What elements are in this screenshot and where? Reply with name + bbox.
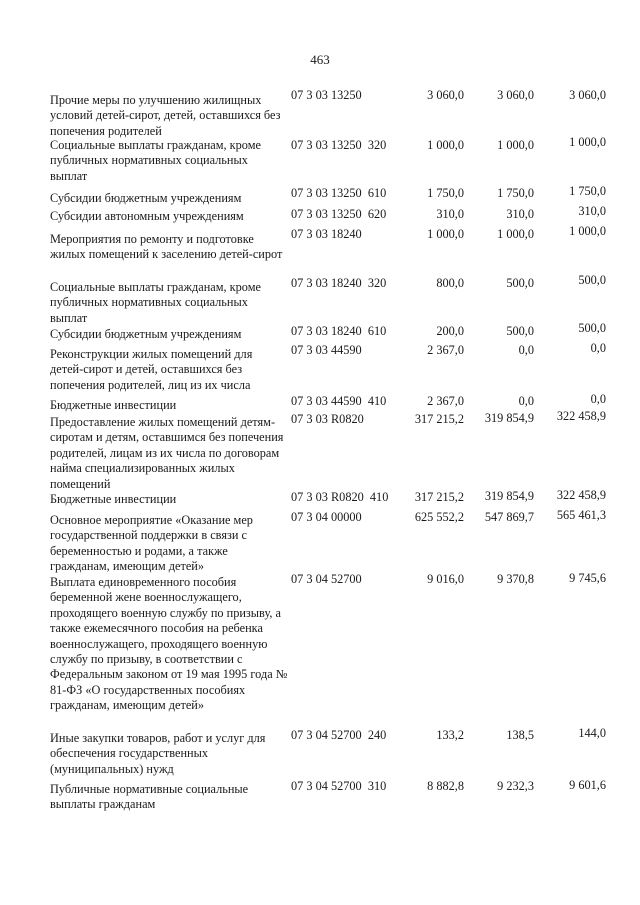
row-value-1: 800,0	[436, 276, 464, 290]
row-code: 07 3 03 18240 610	[291, 324, 387, 338]
row-code: 07 3 03 R0820 410	[291, 490, 389, 504]
row-value-3: 0,0	[590, 341, 606, 355]
row-description: Субсидии бюджетным учреждениям	[50, 327, 242, 341]
row-code: 07 3 03 13250 620	[291, 207, 387, 221]
row-code: 07 3 03 13250	[291, 88, 362, 102]
row-value-1: 133,2	[436, 728, 464, 742]
row-code: 07 3 03 13250 610	[291, 186, 387, 200]
row-description: Бюджетные инвестиции	[50, 398, 177, 412]
row-value-3: 1 000,0	[569, 224, 606, 238]
row-value-2: 1 750,0	[497, 186, 534, 200]
row-description: Субсидии автономным учреждениям	[50, 209, 244, 223]
row-value-1: 317 215,2	[414, 490, 464, 504]
row-description: Мероприятия по ремонту и подготовке жилых помещений к заселению детей-сирот	[50, 232, 283, 262]
row-value-1: 625 552,2	[414, 510, 464, 524]
row-value-1: 1 750,0	[427, 186, 464, 200]
row-description: Реконструкции жилых помещений для детей-сирот и детей, оставшихся без попечения родителей, лиц из их числа	[50, 347, 253, 392]
row-code: 07 3 04 52700 310	[291, 779, 387, 793]
row-value-3: 144,0	[578, 726, 606, 740]
row-code: 07 3 03 R0820	[291, 412, 364, 426]
row-value-2: 3 060,0	[497, 88, 534, 102]
row-value-1: 2 367,0	[427, 394, 464, 408]
row-value-1: 1 000,0	[427, 227, 464, 241]
row-value-2: 9 232,3	[497, 779, 534, 793]
row-description: Публичные нормативные социальные выплаты гражданам	[50, 782, 249, 812]
row-value-3: 500,0	[578, 273, 606, 287]
row-description: Выплата единовременного пособия беременной жене военнослужащего, проходящего военную службу по призыву, а также ежемесячного пособия на ребенка военнослужащего, проходящего военную службу по призыву, в соответствии с Федеральным законом от 19 мая 1995 года № 81-ФЗ «О государственных пособиях гражданам, имеющим детей»	[50, 575, 288, 713]
row-value-3: 3 060,0	[569, 88, 606, 102]
row-value-2: 547 869,7	[484, 510, 534, 524]
row-value-2: 500,0	[506, 324, 534, 338]
row-value-3: 9 745,6	[569, 571, 606, 585]
row-value-2: 319 854,9	[484, 411, 534, 425]
page-number: 463	[310, 52, 330, 67]
row-code: 07 3 03 18240	[291, 227, 362, 241]
row-description: Предоставление жилых помещений детям-сиротам и детям, оставшимся без попечения родителей, лицам из их числа по договорам найма специализированных жилых помещений	[50, 415, 284, 491]
row-value-2: 0,0	[518, 343, 534, 357]
row-value-2: 1 000,0	[497, 138, 534, 152]
row-value-2: 500,0	[506, 276, 534, 290]
row-code: 07 3 03 18240 320	[291, 276, 387, 290]
row-value-3: 310,0	[578, 204, 606, 218]
row-code: 07 3 04 00000	[291, 510, 362, 524]
row-value-3: 322 458,9	[556, 409, 606, 423]
row-description: Бюджетные инвестиции	[50, 492, 177, 506]
row-value-2: 310,0	[506, 207, 534, 221]
row-code: 07 3 03 13250 320	[291, 138, 387, 152]
row-code: 07 3 03 44590	[291, 343, 362, 357]
row-value-3: 322 458,9	[556, 488, 606, 502]
row-value-1: 310,0	[436, 207, 464, 221]
row-value-2: 138,5	[506, 728, 534, 742]
row-description: Основное мероприятие «Оказание мер государственной поддержки в связи с беременностью и родами, а также гражданам, имеющим детей»	[50, 513, 253, 574]
row-value-1: 317 215,2	[414, 412, 464, 426]
row-value-2: 1 000,0	[497, 227, 534, 241]
row-code: 07 3 04 52700	[291, 572, 362, 586]
row-value-2: 0,0	[518, 394, 534, 408]
row-value-1: 2 367,0	[427, 343, 464, 357]
row-value-2: 319 854,9	[484, 489, 534, 503]
row-value-3: 1 750,0	[569, 184, 606, 198]
row-value-1: 8 882,8	[427, 779, 464, 793]
row-description: Субсидии бюджетным учреждениям	[50, 191, 242, 205]
row-description: Прочие меры по улучшению жилищных условий детей-сирот, детей, оставшихся без попечения родителей	[50, 93, 281, 138]
row-description: Социальные выплаты гражданам, кроме публичных нормативных социальных выплат	[50, 138, 261, 183]
row-value-3: 500,0	[578, 321, 606, 335]
row-code: 07 3 03 44590 410	[291, 394, 387, 408]
row-value-3: 565 461,3	[556, 508, 606, 522]
row-value-1: 1 000,0	[427, 138, 464, 152]
row-description: Иные закупки товаров, работ и услуг для обеспечения государственных (муниципальных) нужд	[50, 731, 266, 776]
row-value-3: 0,0	[590, 392, 606, 406]
row-description: Социальные выплаты гражданам, кроме публичных нормативных социальных выплат	[50, 280, 261, 325]
row-value-1: 3 060,0	[427, 88, 464, 102]
row-value-1: 9 016,0	[427, 572, 464, 586]
row-value-3: 9 601,6	[569, 778, 606, 792]
row-value-3: 1 000,0	[569, 135, 606, 149]
row-code: 07 3 04 52700 240	[291, 728, 387, 742]
row-value-2: 9 370,8	[497, 572, 534, 586]
row-value-1: 200,0	[436, 324, 464, 338]
